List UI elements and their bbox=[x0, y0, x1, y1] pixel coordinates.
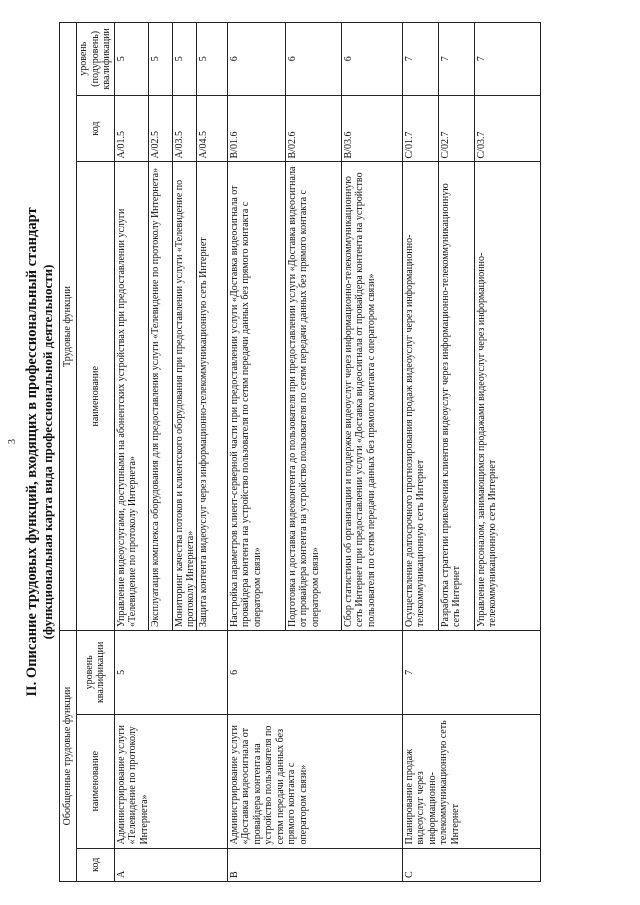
group-level: 7 bbox=[402, 631, 540, 715]
function-sublevel: 6 bbox=[286, 23, 342, 95]
group-code: C bbox=[402, 848, 540, 881]
group-name: Планирование продаж видеоуслуг через информационно-телекоммуникационную сеть Интернет bbox=[402, 714, 540, 848]
function-name: Управление видеоуслугами, доступными на абонентских устройствах при предоставлении услуги «Телевидение по протоколу Интернета» bbox=[115, 163, 149, 631]
function-name: Подготовка и доставка видеоконтента до пользователя при предоставлении услуги «Доставка видеосигнала от провайдера контента на устройство пользователя по сетям передачи данных без прямого контакта с оператором связи» bbox=[286, 163, 342, 631]
table-row-group-b bbox=[227, 23, 402, 882]
function-sublevel: 6 bbox=[342, 56, 354, 62]
function-sublevel: 7 bbox=[439, 23, 475, 95]
function-sublevel: 5 bbox=[115, 23, 149, 95]
function-code: A/04.5 bbox=[197, 131, 209, 159]
function-name: Управление персоналом, занимающимся продажами видеоуслуг через информационно-телекоммуникационную сеть Интернет bbox=[475, 252, 498, 628]
function-name-header: наименование bbox=[77, 162, 115, 631]
function-sublevel: 5 bbox=[173, 23, 197, 95]
function-code: C/02.7 bbox=[439, 96, 475, 162]
function-codes bbox=[114, 95, 227, 162]
function-name: Защита контента видеоуслуг через информационно-телекоммуникационную сеть Интернет bbox=[197, 237, 209, 628]
function-sublevel: 5 bbox=[149, 23, 173, 95]
function-sublevels bbox=[402, 23, 540, 96]
function-names bbox=[114, 162, 227, 631]
generalized-functions-header: Обобщенные трудовые функции bbox=[60, 631, 77, 882]
name-header: наименование bbox=[77, 714, 115, 848]
function-code: A/01.5 bbox=[115, 96, 149, 162]
group-name: Администрирование услуги «Доставка видеосигнала от провайдера контента на устройство пользователя по сетям передачи данных без прямого контакта с оператором связи» bbox=[227, 714, 402, 848]
function-names bbox=[227, 162, 402, 631]
function-code: C/01.7 bbox=[403, 96, 439, 162]
labor-functions-header: Трудовые функции bbox=[60, 23, 77, 631]
code-header: код bbox=[77, 848, 115, 881]
function-name: Осуществление долгосрочного прогнозирования продаж видеоуслуг через информационно-телекоммуникационную сеть Интернет bbox=[403, 163, 439, 631]
group-code: A bbox=[114, 848, 227, 881]
header-group-row bbox=[60, 23, 77, 882]
section-title bbox=[25, 22, 57, 882]
table-row-group-a bbox=[114, 23, 227, 882]
function-codes bbox=[402, 95, 540, 162]
function-name: Мониторинг качества потоков и клиентского оборудования при предоставлении услуги «Телевидение по протоколу Интернета» bbox=[173, 163, 197, 631]
function-name: Эксплуатация комплекса оборудования для предоставления услуги «Телевидение по протоколу Интернета» bbox=[149, 163, 173, 631]
functional-map-table bbox=[59, 22, 541, 882]
function-name: Настройка параметров клиент-серверной части при предоставлении услуги «Доставка видеосигнала от провайдера контента на устройство пользователя по сетям передачи данных без прямого контакта с оператором связи» bbox=[228, 163, 286, 631]
function-sublevel: 7 bbox=[403, 23, 439, 95]
function-sublevels bbox=[227, 23, 402, 96]
rotated-page-content bbox=[25, 22, 625, 882]
subtitle-text: (функциональная карта вида профессиональной деятельности) bbox=[40, 264, 55, 640]
function-code-header: код bbox=[77, 95, 115, 162]
function-code: A/02.5 bbox=[149, 96, 173, 162]
function-code: B/03.6 bbox=[342, 131, 354, 159]
table-row-group-c bbox=[402, 23, 540, 882]
level-header: уровень квалификации bbox=[77, 631, 115, 715]
page-number: 3 bbox=[7, 439, 18, 444]
function-code: C/03.7 bbox=[475, 131, 487, 159]
function-names bbox=[402, 162, 540, 631]
function-code: A/03.5 bbox=[173, 96, 197, 162]
function-code: B/01.6 bbox=[228, 96, 286, 162]
function-name: Разработка стратегии привлечения клиентов видеоуслуг через информационно-телекоммуникационную сеть Интернет bbox=[439, 163, 475, 631]
group-code: B bbox=[227, 848, 402, 881]
sublevel-header: уровень (подуровень) квалификации bbox=[77, 23, 115, 96]
header-row bbox=[77, 23, 115, 882]
function-name: Сбор статистики об организации и поддержке видеоуслуг через информационно-телекоммуникационную сеть Интернет при предоставлении услуги «Доставка видеосигнала от провайдера контента на устройство пользователя по сетям передачи данных без прямого контакта с оператором связи» bbox=[342, 172, 377, 628]
title-text: II. Описание трудовых функций, входящих в профессиональный стандарт bbox=[24, 207, 40, 697]
group-level: 5 bbox=[114, 631, 227, 715]
group-name: Администрирование услуги «Телевидение по протоколу Интернета» bbox=[114, 714, 227, 848]
group-level: 6 bbox=[227, 631, 402, 715]
function-sublevels bbox=[114, 23, 227, 96]
function-sublevel: 5 bbox=[197, 56, 209, 62]
function-codes bbox=[227, 95, 402, 162]
function-code: B/02.6 bbox=[286, 96, 342, 162]
function-sublevel: 7 bbox=[475, 56, 487, 62]
function-sublevel: 6 bbox=[228, 23, 286, 95]
